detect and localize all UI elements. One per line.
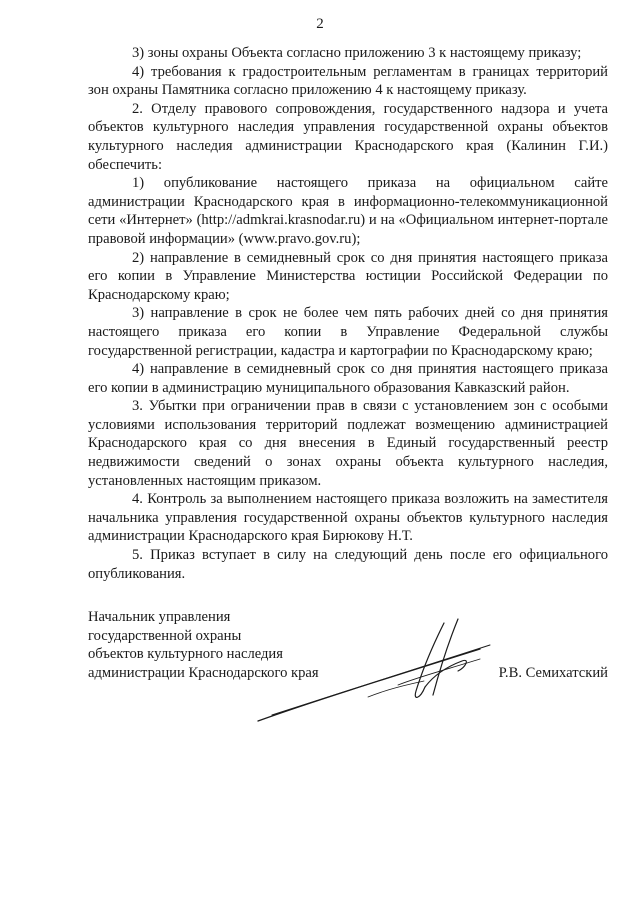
signer-position-line: объектов культурного наследия [88, 646, 283, 663]
signer-position-line: государственной охраны [88, 627, 242, 644]
page-number: 2 [316, 16, 324, 32]
document-body [88, 44, 608, 583]
signer-position-line: Начальник управления [88, 609, 231, 625]
paragraph-ministry-justice: 2) направление в семидневный срок со дня принятия настоящего приказа его копии в Управление Министерства юстиции Российской Федерации по Краснодарскому краю; [88, 249, 608, 303]
paragraph-municipal-administration: 4) направление в семидневный срок со дня принятия настоящего приказа его копии в администрацию муниципального образования Кавказский район. [88, 361, 608, 396]
paragraph-publication: 1) опубликование настоящего приказа на официальном сайте администрации Краснодарского края в информационно-телекоммуникационной сети «Интернет» (http://admkrai.krasnodar.ru) и на «Официальном интернет-портале правовой информации» (www.pravo.gov.ru); [88, 175, 608, 247]
paragraph-urban-regulations: 4) требования к градостроительным регламентам в границах территорий зон охраны Памятника согласно приложению 4 к настоящему приказу. [88, 63, 608, 99]
paragraph-effective-date: 5. Приказ вступает в силу на следующий день после его официального опубликования. [88, 547, 608, 582]
signer-position-line: администрации Краснодарского края [88, 664, 319, 681]
paragraph-legal-department: 2. Отделу правового сопровождения, государственного надзора и учета объектов культурного наследия управления государственной охраны объектов культурного наследия администрации Краснодарского края (Калинин Г.И.) обеспечить: [88, 100, 608, 173]
paragraph-losses: 3. Убытки при ограничении прав в связи с установлением зон с особыми условиями использования территорий подлежат возмещению администрацией Краснодарского края со дня внесения в Единый государственный реестр недвижимости сведений о зонах охраны объекта культурного наследия, установленных настоящим приказом. [88, 398, 608, 489]
paragraph-zone-protection: 3) зоны охраны Объекта согласно приложению 3 к настоящему приказу; [132, 45, 582, 61]
signer-name: Р.В. Семихатский [498, 664, 608, 681]
paragraph-control: 4. Контроль за выполнением настоящего приказа возложить на заместителя начальника управления государственной охраны объектов культурного наследия администрации Краснодарского края Бирюкову Н.Т. [88, 491, 608, 545]
handwritten-signature [248, 615, 498, 730]
paragraph-registration-service: 3) направление в срок не более чем пять рабочих дней со дня принятия настоящего приказа его копии в Управление Федеральной службы государственной регистрации, кадастра и картографии по Краснодарскому краю; [88, 305, 608, 359]
